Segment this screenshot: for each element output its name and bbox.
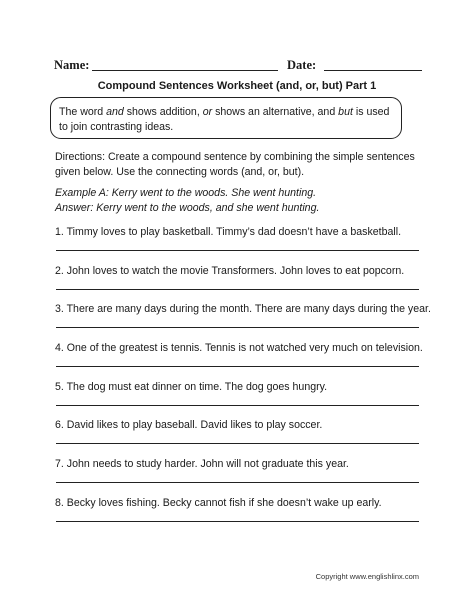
answer-line[interactable] [56, 405, 419, 406]
answer-line[interactable] [56, 482, 419, 483]
exercise-item [55, 265, 420, 304]
example-question: Example A: Kerry went to the woods. She went hunting. [55, 187, 317, 199]
exercise-item [55, 226, 420, 265]
name-blank-line [92, 70, 278, 71]
copyright-notice: Copyright www.englishlinx.com [315, 572, 419, 581]
exercise-item [55, 381, 420, 420]
exercise-prompt: 8. Becky loves fishing. Becky cannot fish if she doesn’t wake up early. [55, 496, 382, 509]
info-text-3: shows an alternative, and [212, 106, 339, 118]
info-word-but: but [338, 106, 353, 118]
exercise-prompt: 6. David likes to play baseball. David likes to play soccer. [55, 419, 323, 432]
answer-line[interactable] [56, 327, 419, 328]
info-word-or: or [202, 106, 213, 118]
exercise-list [55, 226, 431, 536]
worksheet-title: Compound Sentences Worksheet (and, or, but) Part 1 [97, 80, 377, 92]
answer-line[interactable] [56, 366, 419, 367]
date-label: Date: [287, 58, 317, 72]
exercise-prompt: 5. The dog must eat dinner on time. The dog goes hungry. [55, 380, 328, 393]
name-label: Name: [54, 58, 90, 72]
exercise-prompt: 7. John needs to study harder. John will not graduate this year. [55, 458, 349, 471]
example-block [55, 186, 427, 216]
info-text-1: The word [59, 106, 107, 118]
exercise-prompt: 2. John loves to watch the movie Transformers. John loves to eat popcorn. [55, 264, 405, 277]
exercise-prompt: 3. There are many days during the month. There are many days during the year. [55, 303, 431, 316]
date-blank-line [324, 70, 422, 71]
header-row [54, 58, 424, 74]
exercise-prompt: 1. Timmy loves to play basketball. Timmy’s dad doesn’t have a basketball. [55, 226, 402, 238]
example-answer: Answer: Kerry went to the woods, and she went hunting. [55, 202, 320, 214]
answer-line[interactable] [56, 443, 419, 444]
directions-text: Directions: Create a compound sentence by combining the simple sentences given below. Use the connecting words (and, or, but). [55, 151, 415, 178]
answer-line[interactable] [56, 289, 419, 290]
info-text-2: shows addition, [123, 106, 203, 118]
exercise-item [55, 497, 420, 536]
info-text-4: is used to join contrasting ideas. [59, 106, 390, 133]
exercise-prompt: 4. One of the greatest is tennis. Tennis is not watched very much on television. [55, 342, 423, 355]
exercise-item [55, 419, 420, 458]
exercise-item [55, 342, 423, 381]
info-box [50, 97, 402, 139]
info-word-and: and [106, 106, 124, 118]
answer-line[interactable] [56, 521, 419, 522]
answer-line[interactable] [56, 250, 419, 251]
exercise-item [55, 303, 431, 342]
exercise-item [55, 458, 420, 497]
